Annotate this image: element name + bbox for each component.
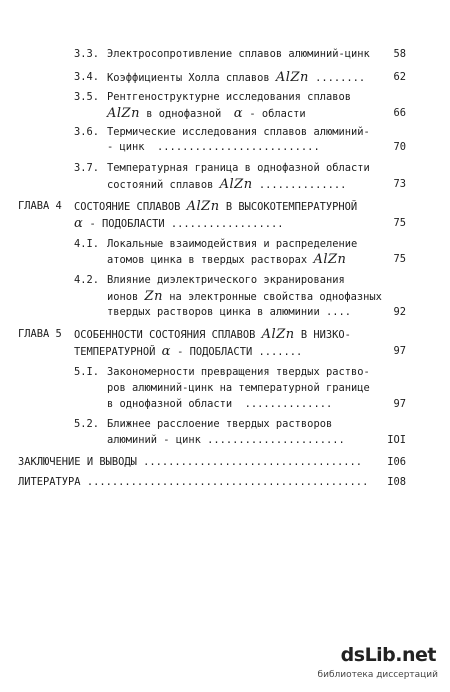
page-number: 92: [393, 306, 406, 318]
entry-number: 4.2.: [74, 274, 100, 286]
entry-title-cont: ионов Zn на электронные свойства однофазных: [107, 289, 382, 304]
page-number: IOI: [387, 434, 406, 446]
chapter-title: СОСТОЯНИЕ СПЛАВОВ AlZn В ВЫСОКОТЕМПЕРАТУРНОЙ: [74, 199, 358, 214]
entry-title-cont: - цинк ..........................: [107, 141, 320, 153]
page-number: 66: [393, 107, 406, 119]
entry-title: Закономерности превращения твердых раство-: [107, 366, 370, 378]
entry-title: Термические исследования сплавов алюминий-: [107, 126, 370, 138]
handwritten-formula: AlZn: [219, 177, 253, 192]
handwritten-formula: Zn: [144, 289, 163, 304]
chapter-label: ГЛАВА 5: [18, 328, 62, 340]
entry-title: Ближнее расслоение твердых растворов: [107, 418, 333, 430]
entry-number: 3.4.: [74, 71, 100, 83]
entry-title-cont: алюминий - цинк ......................: [107, 434, 345, 446]
entry-title: Температурная граница в однофазной области: [107, 162, 370, 174]
entry-number: 4.I.: [74, 238, 100, 250]
entry-number: 3.6.: [74, 126, 100, 138]
entry-title-cont: AlZn в однофазной α - области: [107, 106, 306, 121]
entry-number: 3.3.: [74, 48, 100, 60]
entry-title: Локальные взаимодействия и распределение: [107, 238, 358, 250]
entry-number: 5.2.: [74, 418, 100, 430]
alpha-symbol: α: [74, 216, 84, 231]
handwritten-formula: AlZn: [107, 106, 140, 121]
entry-title-cont: атомов цинка в твердых растворах AlZn: [107, 252, 347, 267]
entry-title: Коэффициенты Холла сплавов AlZn ........: [107, 70, 366, 85]
chapter-title-cont: ТЕМПЕРАТУРНОЙ α - ПОДОБЛАСТИ .......: [74, 344, 303, 359]
handwritten-formula: AlZn: [261, 327, 295, 342]
page-number: 75: [393, 217, 406, 229]
handwritten-formula: AlZn: [275, 70, 309, 85]
entry-title-cont: состояний сплавов AlZn ..............: [107, 177, 347, 192]
entry-title-cont: в однофазной области ..............: [107, 398, 333, 410]
entry-title: Влияние диэлектрического экранирования: [107, 274, 345, 286]
chapter-title: ОСОБЕННОСТИ СОСТОЯНИЯ СПЛАВОВ AlZn В НИЗКО-: [74, 327, 351, 342]
entry-number: 5.I.: [74, 366, 100, 378]
entry-title-cont: твердых растворов цинка в алюминии ....: [107, 306, 351, 318]
page-number: 73: [393, 178, 406, 190]
handwritten-formula: AlZn: [313, 252, 347, 267]
watermark: [317, 640, 450, 692]
entry-number: 3.7.: [74, 162, 100, 174]
handwritten-formula: AlZn: [186, 199, 220, 214]
page-number: 97: [393, 345, 406, 357]
alpha-symbol: α: [161, 344, 171, 359]
watermark-logo: dsLib.net: [340, 644, 436, 666]
conclusion-title: ЗАКЛЮЧЕНИЕ И ВЫВОДЫ ...................................: [18, 456, 363, 468]
page-number: 75: [393, 253, 406, 265]
page-number: I08: [387, 476, 406, 488]
page-number: 62: [393, 71, 406, 83]
entry-title: Электросопротивление сплавов алюминий-цинк: [107, 48, 370, 60]
alpha-symbol: α: [233, 106, 244, 121]
entry-title: Рентгеноструктурне исследования сплавов: [107, 91, 351, 103]
page-number: 70: [393, 141, 406, 153]
chapter-label: ГЛАВА 4: [18, 200, 62, 212]
literature-title: ЛИТЕРАТУРА .............................................: [18, 476, 369, 488]
chapter-title-cont: α - ПОДОБЛАСТИ ..................: [74, 216, 284, 231]
entry-number: 3.5.: [74, 91, 100, 103]
page-number: I06: [387, 456, 406, 468]
entry-title-cont: ров алюминий-цинк на температурной границе: [107, 382, 370, 394]
page-number: 58: [393, 48, 406, 60]
watermark-subtitle: библиотека диссертаций: [317, 670, 438, 680]
page-number: 97: [393, 398, 406, 410]
